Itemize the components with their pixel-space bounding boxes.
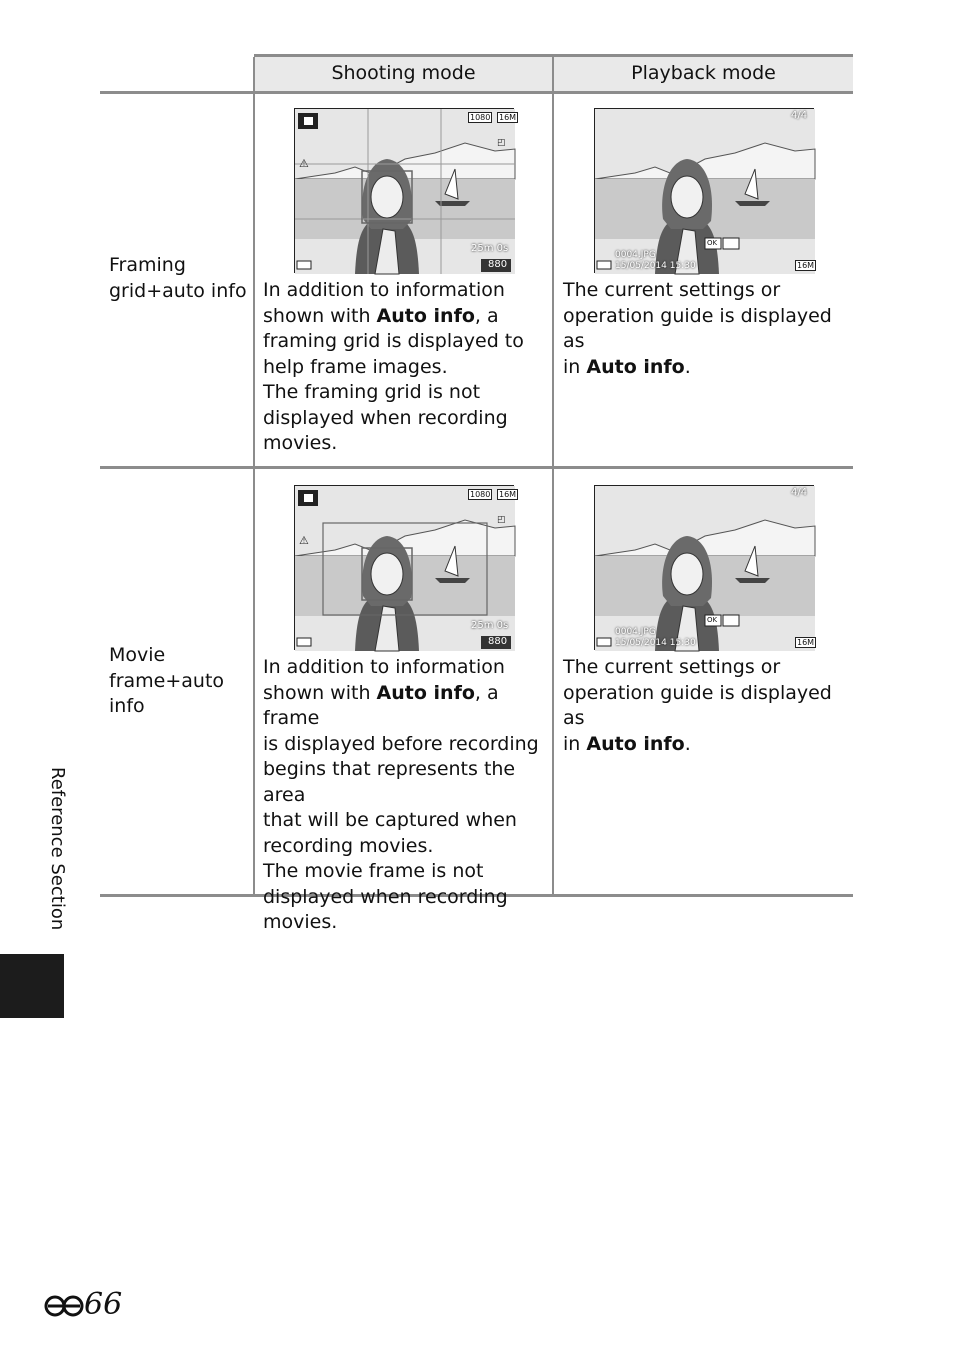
column-divider — [552, 57, 554, 896]
text-line: recording movies. — [263, 834, 434, 857]
section-label-text: Reference Section — [47, 767, 68, 931]
movie-frame-shooting-description — [263, 655, 551, 936]
row-label-movie-frame — [109, 643, 224, 720]
framing-grid-shooting-description — [263, 278, 548, 457]
row-label-line: info — [109, 695, 145, 717]
text-span: . — [684, 732, 691, 755]
row-label-line: frame+auto — [109, 669, 225, 692]
row-label-line: Framing — [109, 254, 186, 276]
movie-frame-playback-description — [563, 655, 848, 757]
text-line — [263, 681, 551, 732]
text-line: The current settings or — [563, 279, 781, 301]
text-span: , a frame — [263, 681, 499, 729]
text-line: displayed when recording — [263, 885, 508, 908]
capture-date-time: 15/05/2014 15:30 — [615, 261, 696, 271]
file-name: 0004.JPG — [615, 250, 656, 260]
ok-indicator: OK — [707, 239, 718, 247]
text-line: The framing grid is not — [263, 381, 481, 403]
shots-remaining: 880 — [488, 636, 508, 647]
movie-time-remaining: 25m 0s — [471, 243, 509, 254]
shooting-screen-movie-frame — [294, 485, 517, 650]
text-line — [563, 732, 848, 758]
text-span: in — [563, 355, 587, 378]
text-line: help frame images. — [263, 355, 448, 378]
text-span: . — [684, 355, 691, 378]
file-name: 0004.JPG — [615, 627, 656, 637]
image-counter: 4/4 — [791, 487, 808, 498]
header-playback-mode: Playback mode — [631, 62, 776, 84]
page-number — [44, 1287, 122, 1322]
auto-info-term: Auto info — [586, 355, 685, 378]
row-label-line: grid+auto info — [109, 279, 247, 302]
text-line: The current settings or — [563, 656, 781, 678]
svg-text:◰: ◰ — [497, 515, 506, 525]
text-line: operation guide is displayed as — [563, 304, 832, 352]
row-label-line: Movie — [109, 644, 166, 666]
text-line: The movie frame is not — [263, 860, 484, 882]
row-label-framing-grid — [109, 253, 247, 304]
text-line: is displayed before recording — [263, 732, 539, 755]
row-divider — [100, 91, 853, 94]
playback-screen-framing-grid — [594, 108, 814, 273]
shooting-screen-framing-grid — [294, 108, 517, 273]
row-divider — [100, 466, 853, 469]
capture-date-time: 15/05/2014 15:30 — [615, 638, 696, 648]
resolution-indicator: 1080 — [470, 113, 491, 122]
auto-info-term: Auto info — [586, 732, 685, 755]
text-line — [563, 355, 848, 381]
shots-remaining: 880 — [488, 259, 508, 270]
text-span: shown with — [263, 681, 377, 704]
text-span: shown with — [263, 304, 377, 327]
ok-indicator: OK — [707, 616, 718, 624]
text-line: movies. — [263, 432, 338, 454]
image-size-indicator: 16M — [499, 490, 517, 499]
svg-text:⚠: ⚠ — [299, 157, 309, 170]
text-line — [263, 304, 548, 330]
svg-text:◰: ◰ — [497, 138, 506, 148]
text-line: displayed when recording — [263, 406, 508, 429]
text-line: framing grid is displayed to — [263, 330, 524, 352]
text-line: that will be captured when — [263, 809, 517, 831]
image-size-indicator: 16M — [797, 261, 815, 270]
svg-text:⚠: ⚠ — [299, 534, 309, 547]
image-size-indicator: 16M — [797, 638, 815, 647]
section-side-label — [46, 767, 68, 937]
text-span: , a — [474, 304, 499, 327]
auto-info-term: Auto info — [376, 681, 475, 704]
image-size-indicator: 16M — [499, 113, 517, 122]
text-line: begins that represents the area — [263, 758, 516, 806]
text-line: operation guide is displayed as — [563, 681, 832, 729]
playback-screen-movie-frame — [594, 485, 814, 650]
text-span: in — [563, 732, 587, 755]
framing-grid-playback-description — [563, 278, 848, 380]
header-shooting-mode: Shooting mode — [331, 62, 476, 84]
resolution-indicator: 1080 — [470, 490, 491, 499]
auto-info-term: Auto info — [376, 304, 475, 327]
page-number-text: 66 — [84, 1287, 123, 1322]
text-line: movies. — [263, 911, 338, 933]
image-counter: 4/4 — [791, 110, 808, 121]
column-divider — [253, 57, 255, 896]
text-line: In addition to information — [263, 656, 505, 678]
reference-e-icon — [44, 1295, 84, 1317]
section-tab-marker — [0, 954, 64, 1018]
movie-time-remaining: 25m 0s — [471, 620, 509, 631]
text-line: In addition to information — [263, 279, 505, 301]
